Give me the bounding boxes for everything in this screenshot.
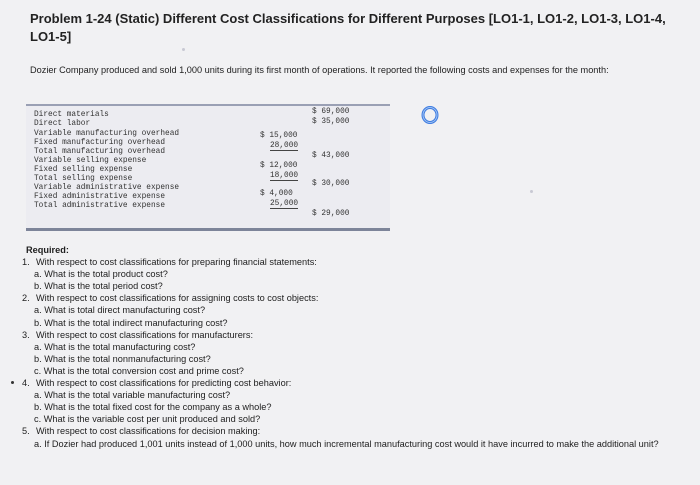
cursor-dot <box>11 381 14 384</box>
question-number: 2. <box>22 293 30 304</box>
sub-question: a. What is the total variable manufacturing cost? <box>34 390 231 401</box>
problem-title: Problem 1-24 (Static) Different Cost Classifications for Different Purposes [LO1-1, LO1-2, LO1-3, LO1-4, LO1-5] <box>30 11 666 44</box>
row-total: $ 35,000 <box>312 118 350 126</box>
sub-question: a. What is the total manufacturing cost? <box>34 341 196 352</box>
row-total: $ 69,000 <box>312 108 350 116</box>
row-label: Fixed administrative expense <box>34 193 166 201</box>
question-5 <box>22 425 688 437</box>
question-2 <box>22 292 688 304</box>
loading-ring-icon <box>420 105 440 125</box>
question-number: 3. <box>22 329 30 340</box>
row-label: Total manufacturing overhead <box>34 148 166 156</box>
sub-question: c. What is the total conversion cost and prime cost? <box>34 365 244 376</box>
question-1 <box>22 256 688 268</box>
row-label: Fixed selling expense <box>34 166 133 174</box>
row-total: $ 43,000 <box>312 152 350 160</box>
question-number: 5. <box>22 426 30 437</box>
sub-question: a. If Dozier had produced 1,001 units instead of 1,000 units, how much incremental manufacturing cost would it have incurred to make the additional unit? <box>34 438 659 449</box>
row-label: Fixed manufacturing overhead <box>34 139 166 147</box>
required-section <box>20 244 688 450</box>
question-text: With respect to cost classifications for manufacturers: <box>36 329 254 340</box>
cost-table <box>26 104 390 231</box>
question-text: With respect to cost classifications for decision making: <box>36 426 261 437</box>
sub-question: b. What is the total indirect manufacturing cost? <box>34 317 228 328</box>
row-total: $ 30,000 <box>312 180 350 188</box>
dust-dot <box>182 48 185 51</box>
row-amount: 28,000 <box>270 142 299 150</box>
row-amount: 18,000 <box>270 172 299 180</box>
question-text: With respect to cost classifications for assigning costs to cost objects: <box>36 293 319 304</box>
row-label: Variable manufacturing overhead <box>34 130 180 138</box>
sub-question: b. What is the total fixed cost for the company as a whole? <box>34 402 272 413</box>
question-text: With respect to cost classifications for predicting cost behavior: <box>36 378 292 389</box>
row-label: Direct materials <box>34 111 109 119</box>
question-3 <box>22 329 688 341</box>
sub-question: c. What is the variable cost per unit produced and sold? <box>34 414 261 425</box>
sub-question: a. What is the total product cost? <box>34 269 168 280</box>
required-heading: Required: <box>26 245 69 255</box>
row-label: Total selling expense <box>34 175 133 183</box>
question-4 <box>22 377 688 389</box>
row-label: Variable selling expense <box>34 157 147 165</box>
question-text: With respect to cost classifications for preparing financial statements: <box>36 257 317 268</box>
row-amount: $ 4,000 <box>260 190 293 198</box>
row-label: Total administrative expense <box>34 202 166 210</box>
row-label: Variable administrative expense <box>34 184 180 192</box>
question-number: 4. <box>22 378 30 389</box>
row-amount: $ 12,000 <box>260 162 298 170</box>
sub-question: b. What is the total nonmanufacturing cost? <box>34 353 211 364</box>
row-amount: $ 15,000 <box>260 132 298 140</box>
dust-dot <box>530 190 533 193</box>
problem-intro: Dozier Company produced and sold 1,000 units during its first month of operations. It reported the following costs and expenses for the month: <box>30 65 609 75</box>
sub-question: b. What is the total period cost? <box>34 281 163 292</box>
row-total: $ 29,000 <box>312 210 350 218</box>
row-amount: 25,000 <box>270 200 299 208</box>
sub-question: a. What is total direct manufacturing cost? <box>34 305 206 316</box>
question-number: 1. <box>22 257 30 268</box>
row-label: Direct labor <box>34 120 91 128</box>
